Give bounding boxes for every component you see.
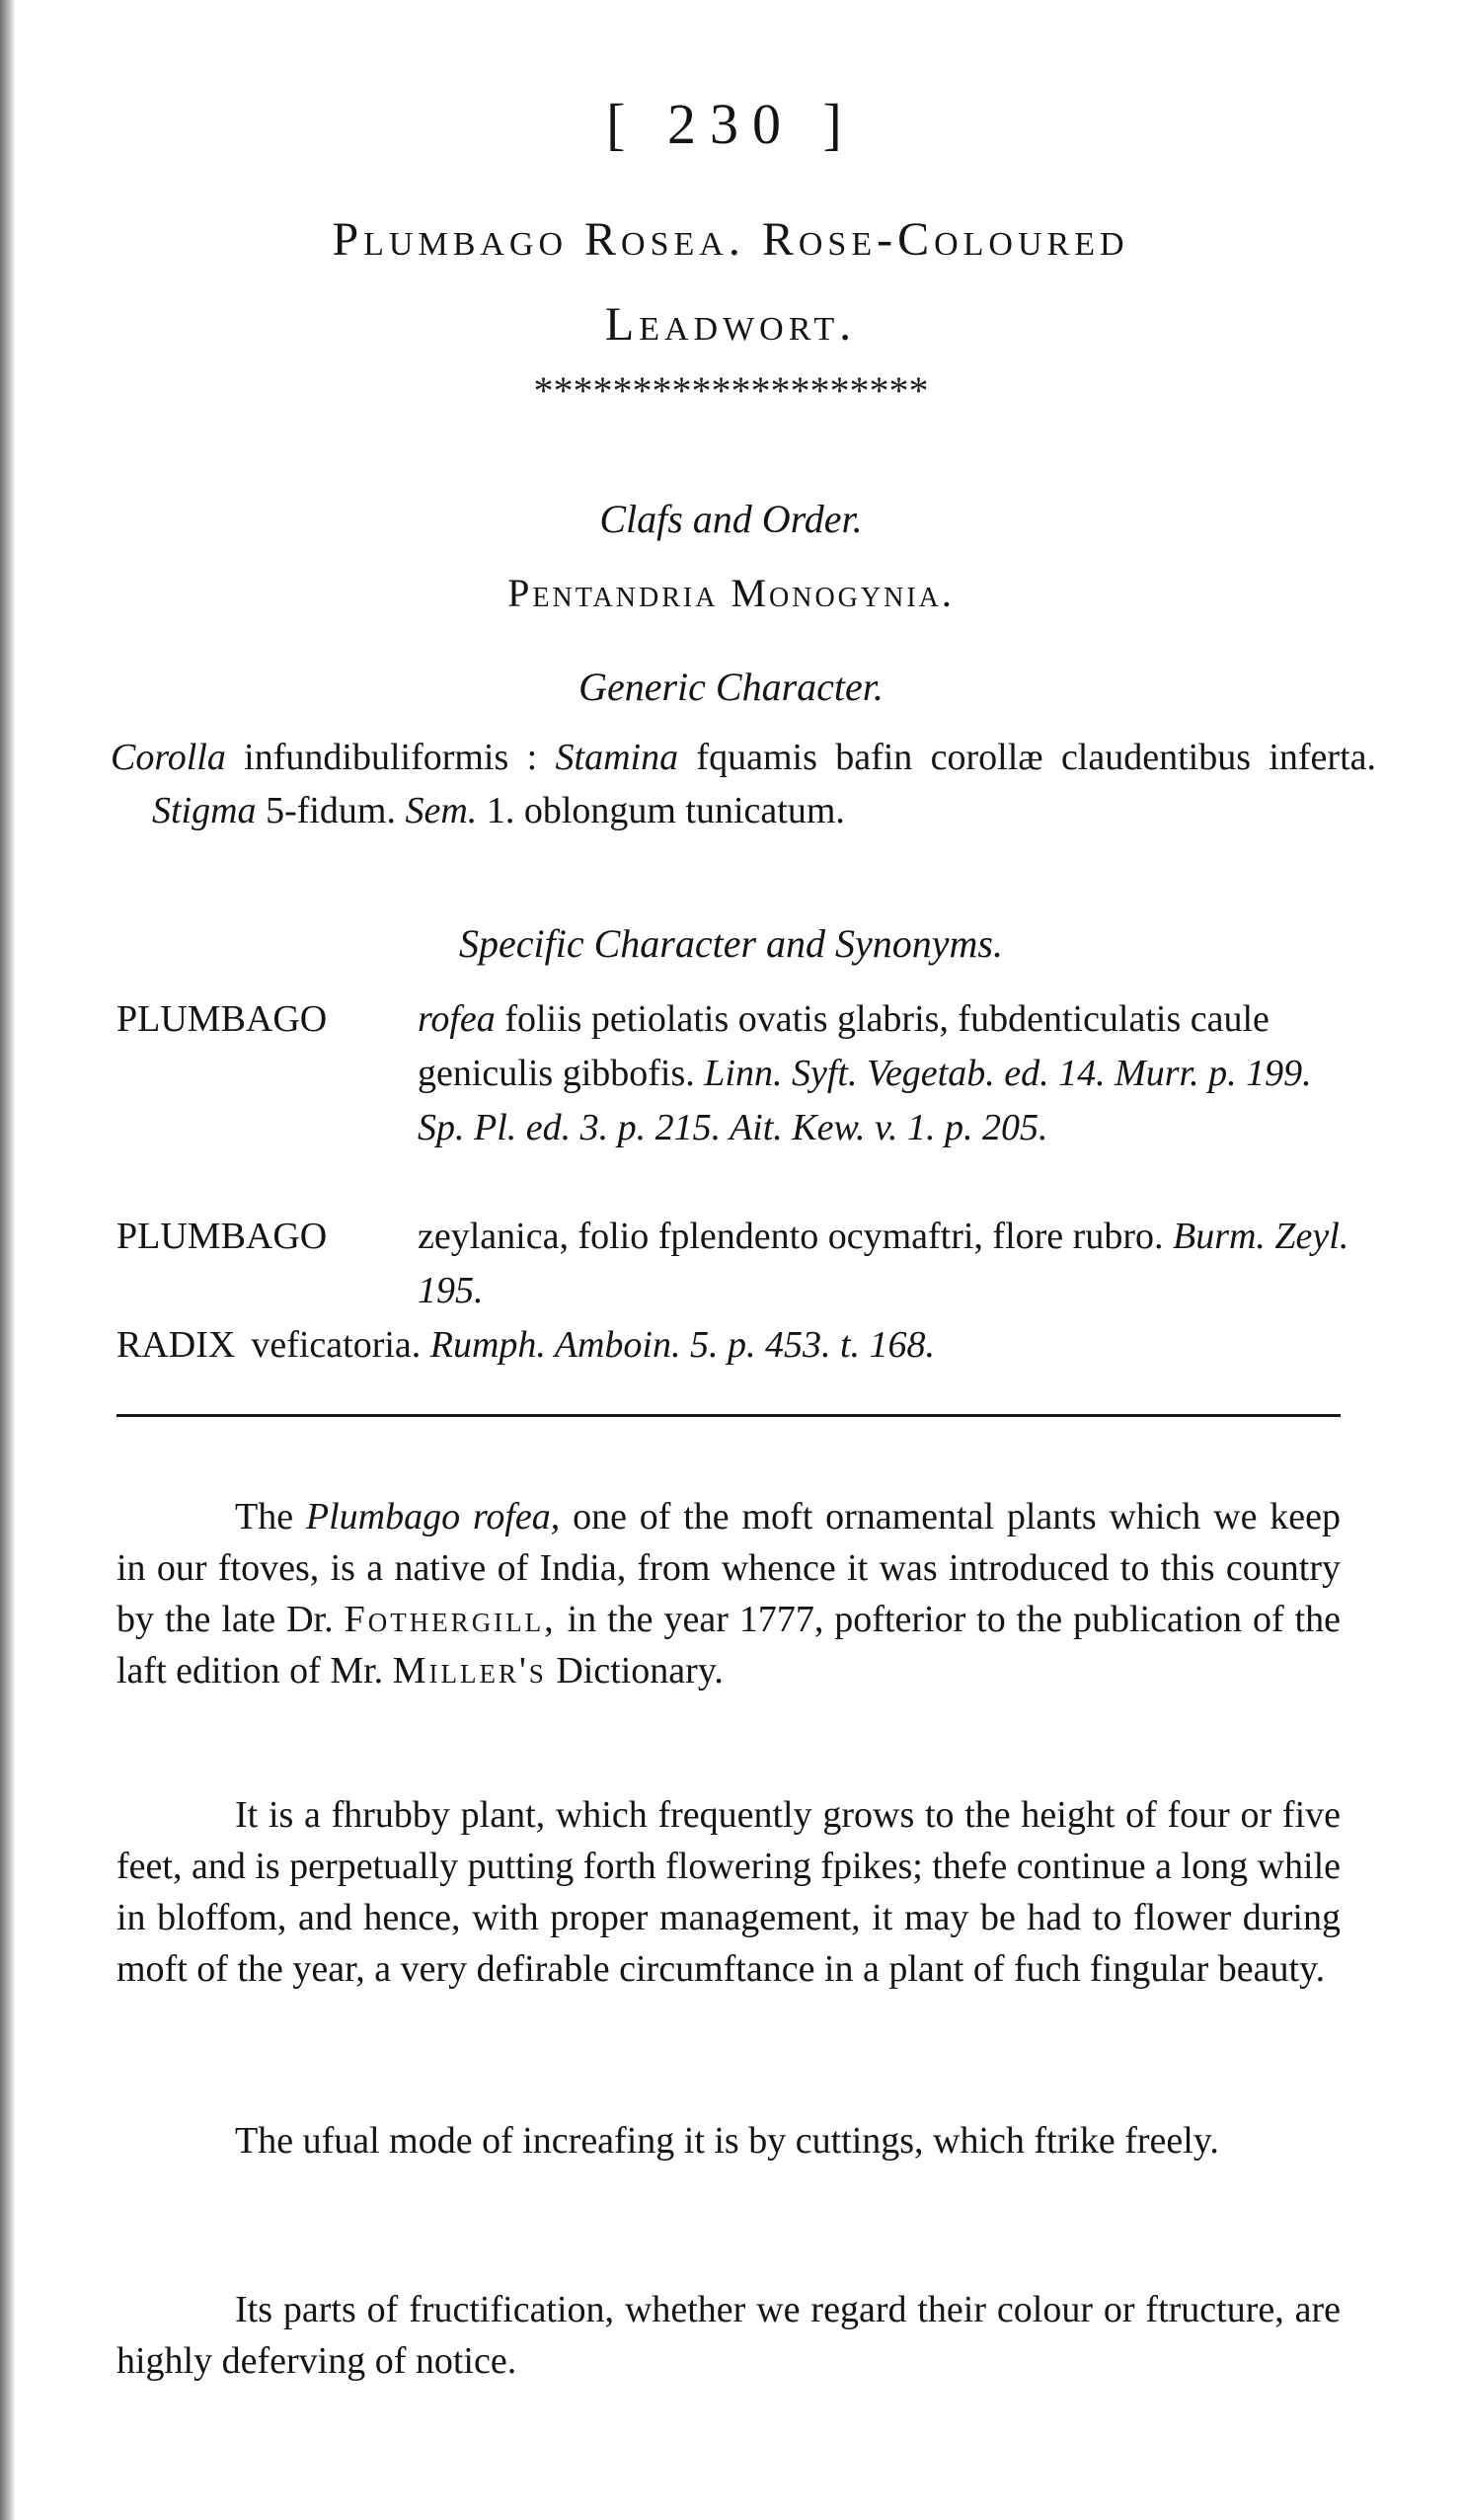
body-paragraph-2: It is a fhrubby plant, which frequently grows to the height of four or five feet, and is perpetually putting forth flowering fpikes; thefe continue a long while in bloffom, and hence, with proper management, it may be had to flower during moft of the year, a very defirable circumftance in a plant of fuch fingular beauty. — [116, 1794, 1341, 1990]
class-order-heading: Clafs and Order. — [599, 497, 863, 541]
synonym-entry — [116, 1210, 1350, 1318]
paragraph-text: The — [235, 1496, 306, 1537]
synonym-text — [418, 1210, 1350, 1318]
body-paragraph-4: Its parts of fructification, whether we regard their colour or ftructure, are highly deferving of notice. — [116, 2289, 1341, 2382]
section-rule — [116, 1414, 1341, 1417]
synonym-reference: Burm. Zeyl. 195. — [418, 1216, 1349, 1311]
synonym-genus: PLUMBAGO — [116, 1216, 328, 1257]
paragraph-text: one of the moft ornamental plants which we keep in our ftoves, is a native of India, from whence it was introduced to this country by the late Dr. — [116, 1496, 1341, 1640]
page-number: [ 230 ] — [606, 92, 856, 156]
title-line-2: Leadwort. — [604, 298, 857, 351]
synonym-genus: PLUMBAGO — [116, 998, 328, 1040]
generic-character-text — [111, 731, 1376, 837]
body-paragraph-3: The ufual mode of increafing it is by cuttings, which ftrike freely. — [235, 2120, 1219, 2162]
specific-character-heading: Specific Character and Synonyms. — [459, 921, 1003, 966]
paragraph-text: in the year 1777, pofterior to the publication of the laft edition of Mr. — [116, 1599, 1341, 1692]
page-title — [94, 197, 1367, 367]
sem-text: 1. oblongum tunicatum. — [477, 790, 845, 831]
synonym-text — [251, 1324, 935, 1366]
synonym-description: foliis petiolatis ovatis glabris, fubdenticulatis caule geniculis gibbofis. — [418, 998, 1270, 1094]
stigma-text: 5-fidum. — [256, 790, 406, 831]
stamina-label: Stamina — [555, 737, 679, 778]
synonym-epithet: rofea — [418, 998, 496, 1040]
class-order-value: Pentandria Monogynia. — [507, 571, 955, 615]
ornament-divider: ******************** — [533, 368, 929, 413]
synonym-description: zeylanica, folio fplendento ocymaftri, flore rubro. — [418, 1216, 1173, 1257]
synonym-entry — [116, 1318, 1350, 1373]
synonym-reference: Rumph. Amboin. 5. p. 453. t. 168. — [429, 1324, 936, 1366]
generic-character-heading: Generic Character. — [578, 665, 884, 709]
stigma-label: Stigma — [152, 790, 257, 831]
synonym-genus: RADIX — [116, 1324, 236, 1366]
paragraph-text: Dictionary. — [546, 1650, 724, 1692]
title-line-1: Plumbago Rosea. Rose-Coloured — [332, 213, 1129, 266]
corolla-text: infundibuliformis : — [225, 737, 556, 778]
body-paragraph-1 — [116, 1491, 1341, 1696]
synonym-description: veficatoria. — [251, 1324, 430, 1366]
paragraph-italic: Plumbago rofea, — [305, 1496, 561, 1537]
stamina-text: fquamis bafin corollæ claudentibus inferta. — [678, 737, 1377, 778]
synonym-entry — [116, 992, 1350, 1155]
person-name: Fothergill, — [344, 1599, 557, 1640]
synonym-reference: Linn. Syft. Vegetab. ed. 14. Murr. p. 199. Sp. Pl. ed. 3. p. 215. Ait. Kew. v. 1. p. 205. — [418, 1053, 1312, 1148]
synonym-text — [418, 992, 1350, 1155]
person-name: Miller's — [392, 1650, 547, 1692]
corolla-label: Corolla — [111, 737, 226, 778]
sem-label: Sem. — [405, 790, 478, 831]
